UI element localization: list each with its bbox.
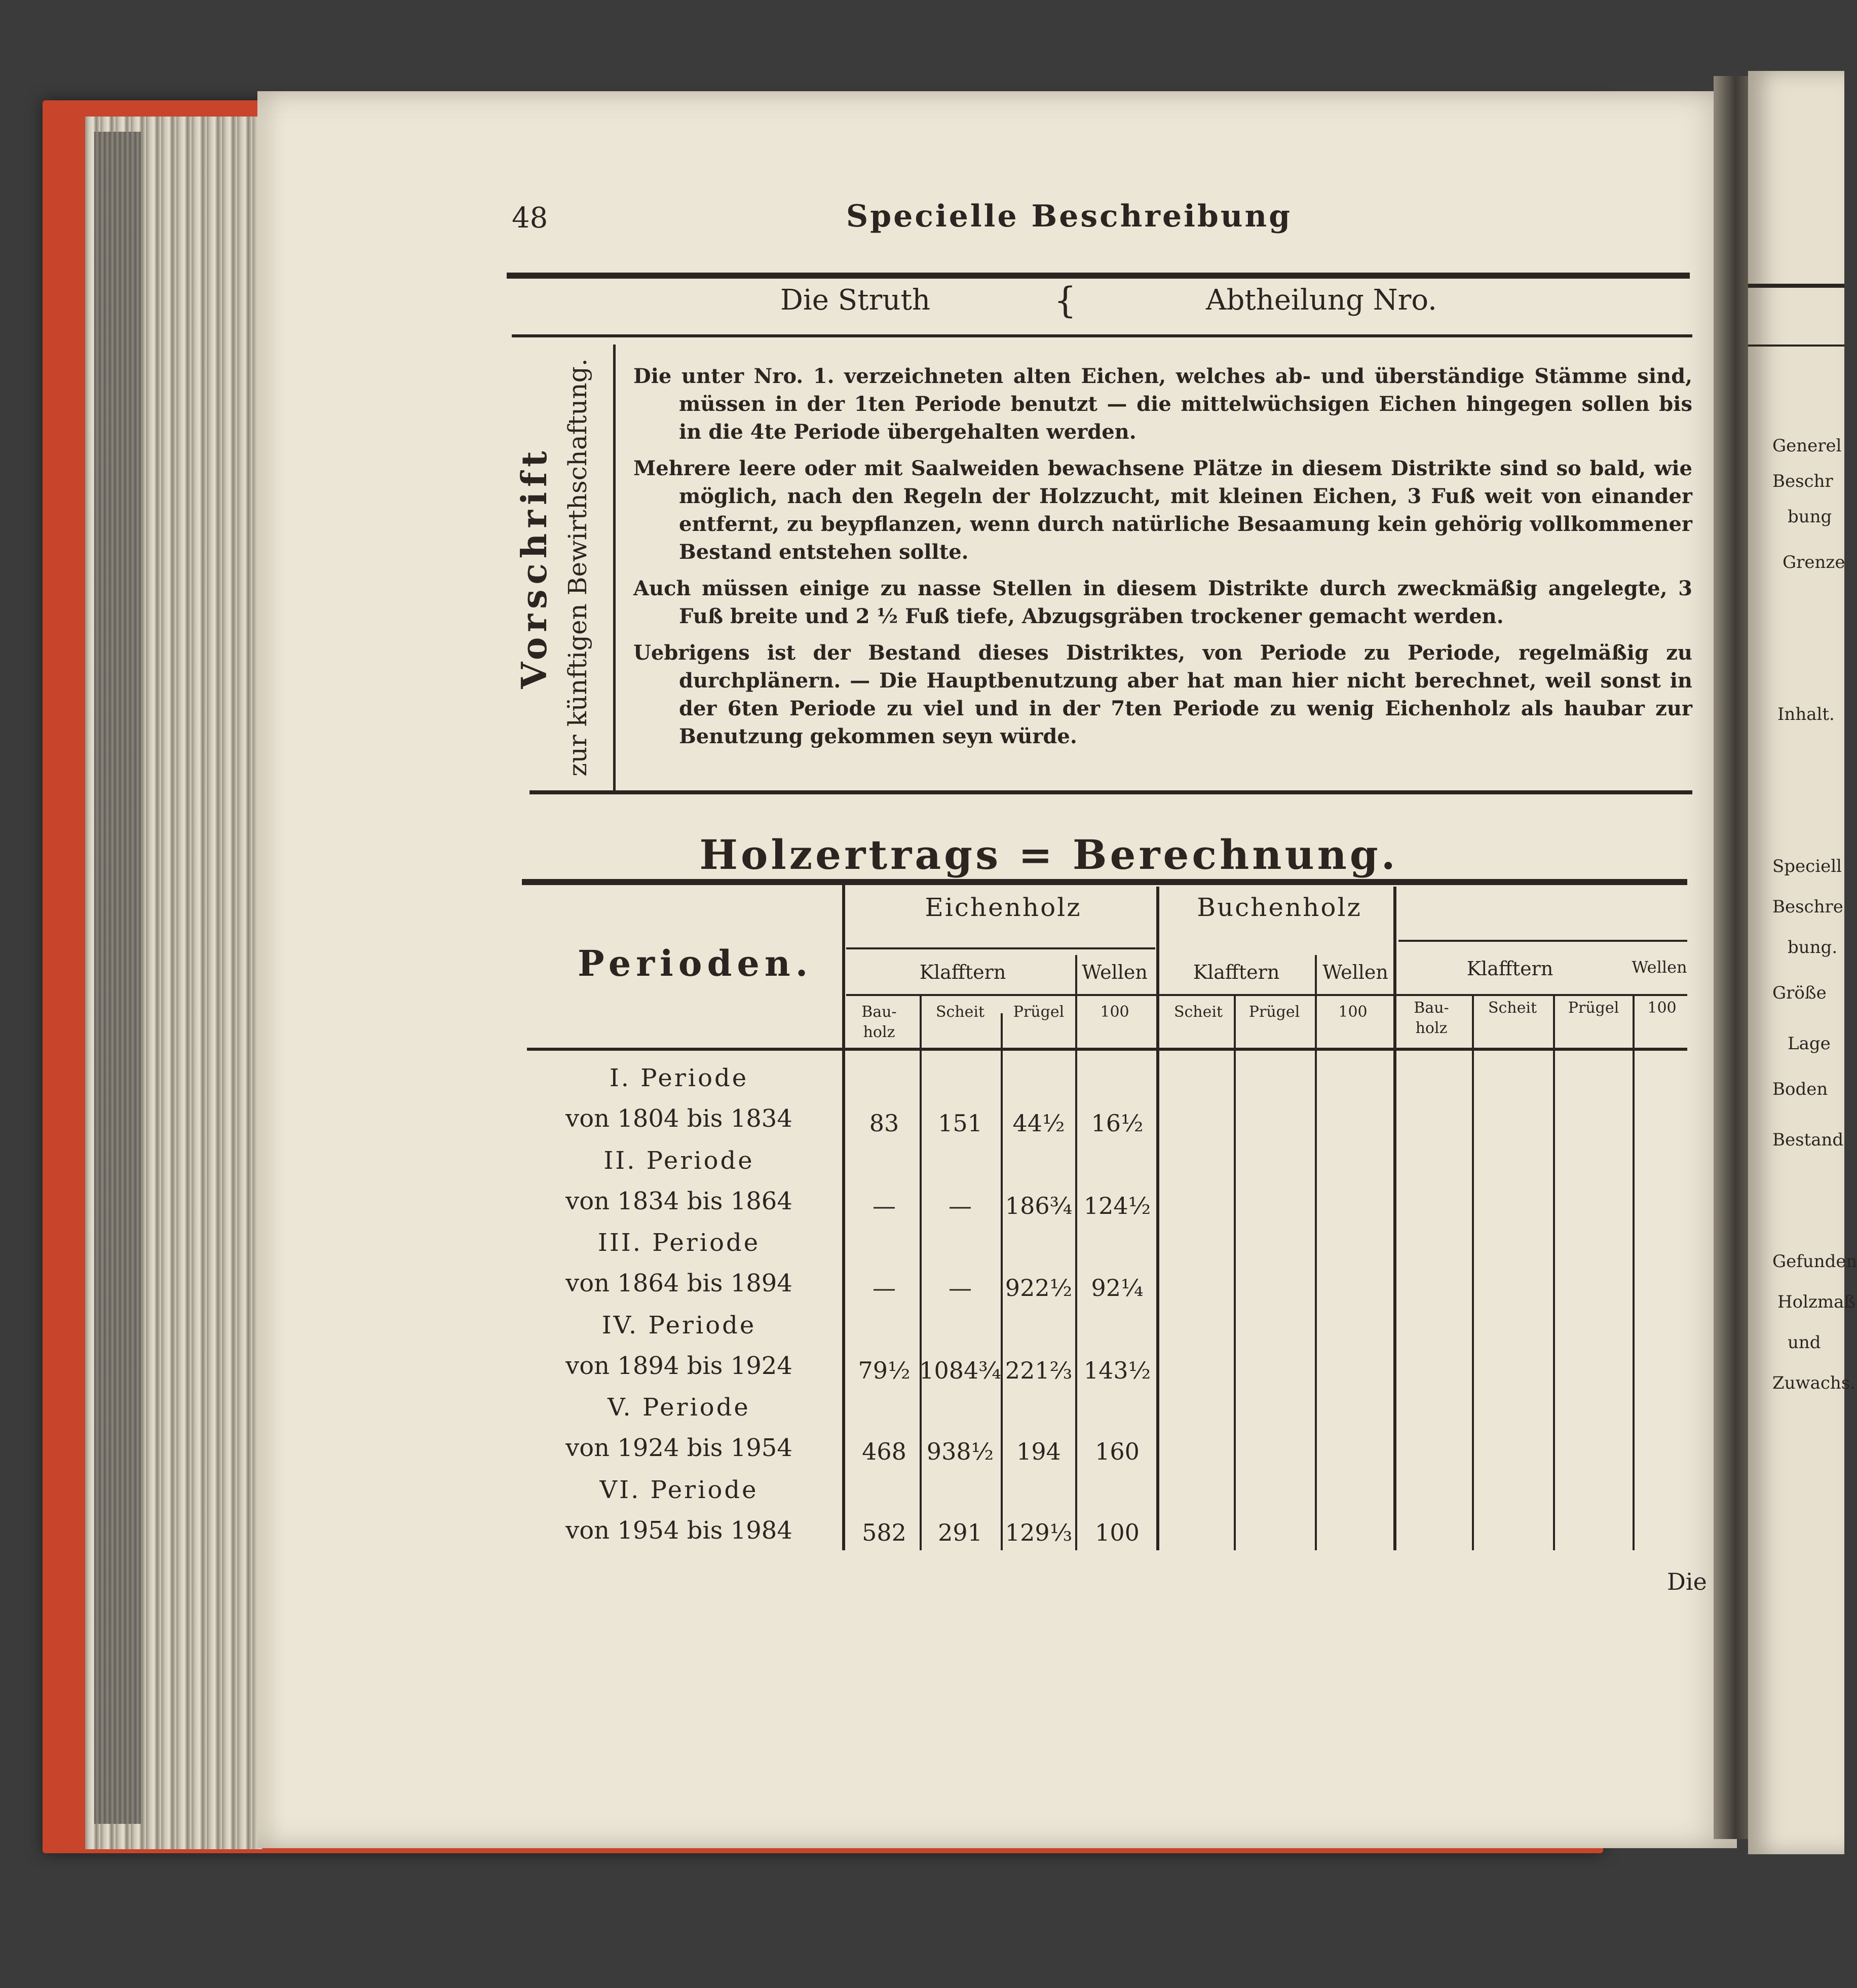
wellen-header: Wellen (1082, 961, 1148, 983)
cell-scheit: 291 (938, 1519, 982, 1546)
margin-word: Beschr (1772, 471, 1833, 491)
subheader-bauholz: Bau-holz (1414, 999, 1449, 1037)
klafter-header: Klafftern (1193, 961, 1280, 983)
margin-word: Größe (1772, 983, 1827, 1003)
periods-header: Perioden. (578, 942, 813, 984)
cell-scheit: — (949, 1192, 972, 1219)
margin-word: Grenze (1783, 552, 1845, 572)
margin-word: bung. (1788, 937, 1838, 958)
paragraph: Mehrere leere oder mit Saalweiden bewachsene Plätze in diesem Distrikte sind so bald, wie möglich, nach den Regeln der Holzzucht, mit kleinen Eichen, 3 Fuß weit von einander entfernt, zu beypflanzen, wenn durch natürliche Besaamung kein gehörig vollkommener Bestand entstehen sollte. (633, 456, 1692, 564)
period-name: VI. Periode (599, 1476, 759, 1504)
cell-bauholz: 468 (862, 1438, 906, 1465)
column-rule (920, 994, 922, 1550)
period-name: IV. Periode (601, 1311, 756, 1340)
klafter-header: Klafftern (1466, 958, 1553, 980)
cell-scheit: — (949, 1274, 972, 1302)
cell-pruegel: 129⅓ (1005, 1519, 1073, 1546)
divider-rule (512, 334, 1692, 337)
side-label-title: Vorschrift (514, 446, 555, 689)
column-rule (1393, 887, 1396, 1550)
cell-wellen: 143½ (1083, 1357, 1151, 1384)
subheader-scheit: Scheit (935, 1003, 985, 1021)
period-name: I. Periode (609, 1064, 749, 1092)
right-page (1748, 71, 1857, 1854)
period-span: von 1804 bis 1834 (565, 1104, 792, 1133)
brace: { (1054, 280, 1077, 321)
table-title: Holzertrags = Berechnung. (699, 831, 1398, 878)
header-rule (1398, 940, 1687, 942)
side-label-subtitle: zur künftigen Bewirthschaftung. (563, 358, 592, 777)
period-span: von 1954 bis 1984 (565, 1516, 792, 1545)
subheader-bauholz: Bau-holz (861, 1003, 897, 1041)
subheader-pruegel: Prügel (1013, 1003, 1065, 1021)
cell-bauholz: — (873, 1192, 896, 1219)
header-bottom-rule (527, 1048, 1687, 1051)
period-span: von 1864 bis 1894 (565, 1269, 792, 1297)
facing-rule (1748, 284, 1844, 288)
table-top-rule (522, 879, 1687, 885)
margin-word: Gefunden (1772, 1251, 1857, 1272)
margin-word: Boden (1772, 1079, 1828, 1099)
header-rule (846, 994, 1687, 996)
margin-word: und (1788, 1332, 1821, 1353)
page-edges (94, 132, 141, 1824)
paragraph: Auch müssen einige zu nasse Stellen in diesem Distrikte durch zweckmäßig angelegte, 3 Fuß breite und 2 ½ Fuß tiefe, Abzugsgräben trockener gemacht werden. (633, 577, 1692, 628)
margin-word: bung (1788, 507, 1832, 527)
column-rule (1315, 955, 1317, 1550)
cell-wellen: 16½ (1091, 1110, 1144, 1137)
cell-pruegel: 922½ (1005, 1274, 1073, 1302)
running-head: Specielle Beschreibung (846, 199, 1293, 234)
subheader-wellen-unit: 100 (1647, 999, 1677, 1017)
subheader-wellen-unit: 100 (1338, 1003, 1368, 1021)
cell-wellen: 92¼ (1091, 1274, 1144, 1302)
column-rule (1553, 994, 1555, 1550)
page-number: 48 (512, 202, 548, 235)
period-span: von 1894 bis 1924 (565, 1352, 792, 1380)
cell-wellen: 160 (1095, 1438, 1140, 1465)
group-header-beech: Buchenholz (1197, 893, 1362, 922)
subheader-pruegel: Prügel (1248, 1003, 1300, 1021)
prescription-side-label (512, 345, 623, 790)
column-rule (1472, 994, 1474, 1550)
cell-pruegel: 44½ (1012, 1110, 1065, 1137)
column-rule (1234, 994, 1236, 1550)
prescription-text (633, 362, 1692, 759)
catchword: Die (1667, 1568, 1707, 1595)
cell-bauholz: 582 (862, 1519, 906, 1546)
section-label: Abtheilung Nro. (1206, 284, 1437, 317)
top-rule (507, 273, 1690, 279)
district-label: Die Struth (780, 284, 931, 317)
cell-pruegel: 221⅔ (1005, 1357, 1073, 1384)
cell-wellen: 100 (1095, 1519, 1140, 1546)
period-name: III. Periode (597, 1229, 761, 1257)
margin-word: Bestand (1772, 1130, 1844, 1150)
paragraph: Uebrigens ist der Bestand dieses Distriktes, von Periode zu Periode, regelmäßig zu durchplänern. — Die Hauptbenutzung aber hat man hier nicht berechnet, weil sonst in der 6ten Periode zu viel und in der 7ten Periode zu wenig Eichenholz als haubar zur Benutzung gekommen seyn würde. (633, 641, 1692, 748)
book-gutter (1714, 76, 1753, 1839)
margin-word: Speciell (1772, 856, 1842, 876)
facing-rule (1748, 345, 1844, 347)
cell-scheit: 1084¾ (919, 1357, 1001, 1384)
cell-scheit: 151 (938, 1110, 982, 1137)
wellen-header: Wellen (1322, 961, 1388, 983)
margin-word: Generel (1772, 436, 1842, 456)
cell-bauholz: 79½ (858, 1357, 911, 1384)
cell-pruegel: 186¾ (1005, 1192, 1073, 1219)
margin-word: Lage (1788, 1034, 1831, 1054)
subheader-wellen-unit: 100 (1100, 1003, 1129, 1021)
cell-bauholz: 83 (869, 1110, 899, 1137)
cell-scheit: 938½ (926, 1438, 994, 1465)
margin-word: Inhalt. (1777, 704, 1835, 724)
subheader-scheit: Scheit (1173, 1003, 1223, 1021)
period-name: V. Periode (608, 1393, 750, 1422)
margin-word: Holzmaß (1777, 1292, 1856, 1312)
column-rule (1633, 994, 1635, 1550)
divider-rule (529, 790, 1692, 794)
cell-wellen: 124½ (1083, 1192, 1151, 1219)
paragraph: Die unter Nro. 1. verzeichneten alten Eichen, welches ab- und überständige Stämme sind, müssen in der 1ten Periode benutzt — die mittelwüchsigen Eichen hingegen sollen bis in die 4te Periode übergehalten werden. (633, 364, 1692, 444)
group-header-oak: Eichenholz (925, 893, 1082, 922)
period-span: von 1924 bis 1954 (565, 1434, 792, 1462)
period-span: von 1834 bis 1864 (565, 1187, 792, 1215)
margin-word: Zuwachs. (1772, 1373, 1856, 1393)
subheader-scheit: Scheit (1488, 999, 1537, 1017)
cell-pruegel: 194 (1016, 1438, 1061, 1465)
period-name: II. Periode (603, 1146, 754, 1175)
header-rule (846, 947, 1155, 949)
klafter-header: Klafftern (919, 961, 1006, 983)
wellen-header: Wellen (1632, 958, 1687, 977)
cell-bauholz: — (873, 1274, 896, 1302)
subheader-pruegel: Prügel (1568, 999, 1619, 1017)
margin-word: Beschre (1772, 897, 1843, 917)
